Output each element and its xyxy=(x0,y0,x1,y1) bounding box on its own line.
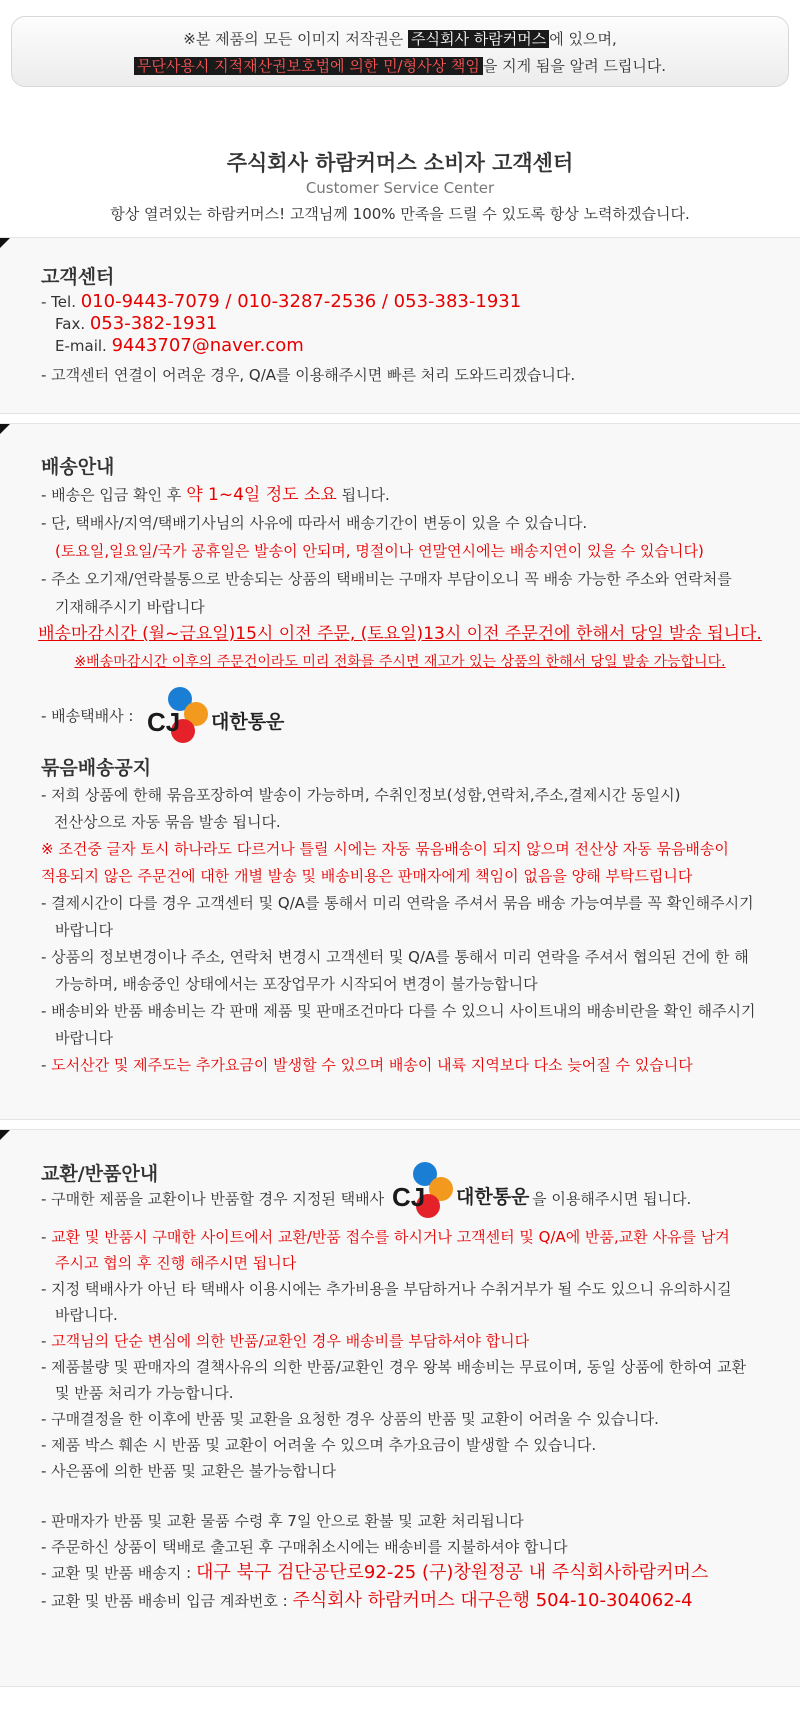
shipping-line: - 배송은 입금 확인 후 약 1~4일 정도 소요 됩니다. xyxy=(41,485,390,505)
returns-line: - 주문하신 상품이 택배로 출고된 후 구매취소시에는 배송비를 지불하셔야 합니다 xyxy=(41,1538,568,1556)
deadline-block xyxy=(0,619,800,675)
tel-numbers[interactable]: 010-9443-7079 / 010-3287-2536 / 053-383-1931 xyxy=(80,291,522,312)
shipping-line: 기재해주시기 바랍니다 xyxy=(55,598,205,616)
bundle-line: - 저희 상품에 한해 묶음포장하여 발송이 가능하며, 수취인정보(성함,연락처,주소,결제시간 동일시) xyxy=(41,786,681,804)
contact-tel: - Tel. 010-9443-7079 / 010-3287-2536 / 053-383-1931 xyxy=(41,291,522,312)
returns-line: - 제품불량 및 판매자의 결책사유의 의한 반품/교환인 경우 왕복 배송비는 무료이며, 동일 상품에 한하여 교환 xyxy=(41,1358,747,1376)
shipping-line: (토요일,일요일/국가 공휴일은 발송이 안되며, 명절이나 연말연시에는 배송지연이 있을 수 있습니다) xyxy=(55,542,704,560)
shipping-line: - 단, 택배사/지역/택배기사님의 사유에 따라서 배송기간이 변동이 있을 수 있습니다. xyxy=(41,514,588,532)
returns-line: 주시고 협의 후 진행 해주시면 됩니다 xyxy=(55,1254,297,1272)
returns-heading: 교환/반품안내 xyxy=(41,1163,159,1185)
returns-line: 바랍니다. xyxy=(55,1306,118,1324)
courier-row xyxy=(41,686,792,746)
shipping-line: - 주소 오기재/연락불통으로 반송되는 상품의 택배비는 구매자 부담이오니 꼭 배송 가능한 주소와 연락처를 xyxy=(41,570,732,588)
courier-name: 대한통운 xyxy=(210,711,284,733)
corner-marker xyxy=(0,1130,10,1140)
courier-label: - 배송택배사 : xyxy=(41,707,134,725)
bundle-line: - 배송비와 반품 배송비는 각 판매 제품 및 판매조건마다 다를 수 있으니 사이트내의 배송비란을 확인 해주시기 xyxy=(41,1002,756,1020)
returns-section xyxy=(0,1129,800,1687)
bundle-line: - 상품의 정보변경이나 주소, 연락처 변경시 고객센터 및 Q/A를 통해서 미리 연락을 주셔서 협의된 건에 한 해 xyxy=(41,948,749,966)
page-title: 주식회사 하람커머스 소비자 고객센터 xyxy=(226,151,574,175)
returns-line: - 고객님의 단순 변심에 의한 반품/교환인 경우 배송비를 부담하셔야 합니다 xyxy=(41,1332,530,1350)
shipping-deadline: 배송마감시간 (월~금요일)15시 이전 주문, (토요일)13시 이전 주문건에 한해서 당일 발송 됩니다. xyxy=(38,624,762,644)
bundle-line: - 결제시간이 다를 경우 고객센터 및 Q/A를 통해서 미리 연락을 주셔서 묶음 배송 가능여부를 꼭 확인해주시기 xyxy=(41,894,754,912)
returns-line: - 구매결정을 한 이후에 반품 및 교환을 요청한 경우 상품의 반품 및 교환이 어려울 수 있습니다. xyxy=(41,1410,659,1428)
returns-line: - 지정 택배사가 아닌 타 택배사 이용시에는 추가비용을 부담하거나 수취거부가 될 수도 있으니 유의하시길 xyxy=(41,1280,732,1298)
contact-note: - 고객센터 연결이 어려운 경우, Q/A를 이용해주시면 빠른 처리 도와드리겠습니다. xyxy=(41,366,576,384)
notice-line-1 xyxy=(12,26,788,53)
page-description: 항상 열려있는 하람커머스! 고객님께 100% 만족을 드릴 수 있도록 항상 노력하겠습니다. xyxy=(110,205,690,223)
customer-center-header xyxy=(0,148,800,228)
cj-logo-icon xyxy=(384,1161,532,1221)
returns-line: - 사은품에 의한 반품 및 교환은 불가능합니다 xyxy=(41,1462,336,1480)
returns-line: - 판매자가 반품 및 교환 물품 수령 후 7일 안으로 환불 및 교환 처리됩니다 xyxy=(41,1512,524,1530)
bundle-line: 적용되지 않은 주문건에 대한 개별 발송 및 배송비용은 판매자에게 책임이 없음을 양해 부탁드립니다 xyxy=(41,867,693,885)
bundle-line: - 도서산간 및 제주도는 추가요금이 발생할 수 있으며 배송이 내륙 지역보다 다소 늦어질 수 있습니다 xyxy=(41,1056,693,1074)
contact-email: E-mail. 9443707@naver.com xyxy=(55,335,304,356)
courier-logo-slot xyxy=(384,1182,532,1212)
contact-heading: 고객센터 xyxy=(41,266,115,288)
returns-line: - 구매한 제품을 교환이나 반품할 경우 지정된 택배사 CJ 대한통운 을 이용해주시면 됩니다. xyxy=(41,1188,792,1210)
notice-text: 에 있으며, xyxy=(549,30,617,48)
fax-number: 053-382-1931 xyxy=(89,313,218,334)
page-subtitle: Customer Service Center xyxy=(305,179,495,197)
cj-logo-text: CJ xyxy=(146,707,180,737)
copyright-notice xyxy=(11,16,789,87)
bundle-line: ※ 조건중 글자 토시 하나라도 다르거나 틀릴 시에는 자동 묶음배송이 되지 않으며 전산상 자동 묶음배송이 xyxy=(41,840,729,858)
contact-section xyxy=(0,237,800,414)
notice-text: ※본 제품의 모든 이미지 저작권은 xyxy=(183,30,409,48)
bundle-line: 바랍니다 xyxy=(55,1029,113,1047)
contact-fax: Fax. 053-382-1931 xyxy=(55,313,218,334)
notice-text: 을 지게 됨을 알려 드립니다. xyxy=(482,57,667,75)
cj-logo-icon xyxy=(139,686,287,746)
corner-marker xyxy=(0,238,10,248)
courier-name: 대한통운 xyxy=(456,1186,530,1208)
cj-logo-text: CJ xyxy=(392,1182,426,1212)
shipping-heading: 배송안내 xyxy=(41,456,115,478)
notice-company: 주식회사 하람커머스 xyxy=(408,30,549,48)
notice-line-2 xyxy=(12,53,788,80)
returns-line: 및 반품 처리가 가능합니다. xyxy=(55,1384,234,1402)
bundle-line: 전산상으로 자동 묶음 발송 됩니다. xyxy=(54,813,281,831)
return-address: - 교환 및 반품 배송지 : 대구 북구 검단공단로92-25 (구)창원정공 내 주식회사하람커머스 xyxy=(41,1562,709,1583)
email-link[interactable]: 9443707@naver.com xyxy=(111,335,304,356)
shipping-section xyxy=(0,423,800,1120)
returns-line: - 교환 및 반품시 구매한 사이트에서 교환/반품 접수를 하시거나 고객센터 및 Q/A에 반품,교환 사유를 남겨 xyxy=(41,1228,730,1246)
bundle-line: 가능하며, 배송중인 상태에서는 포장업무가 시작되어 변경이 불가능합니다 xyxy=(55,975,538,993)
notice-warning: 무단사용시 지적재산권보호법에 의한 민/형사상 책임 xyxy=(134,57,483,75)
returns-line: - 제품 박스 훼손 시 반품 및 교환이 어려울 수 있으며 추가요금이 발생할 수 있습니다. xyxy=(41,1436,597,1454)
bundle-line: 바랍니다 xyxy=(55,921,113,939)
bundle-heading: 묶음배송공지 xyxy=(41,757,152,779)
return-account: - 교환 및 반품 배송비 입금 계좌번호 : 주식회사 하람커머스 대구은행 504-10-304062-4 xyxy=(41,1590,693,1611)
shipping-deadline-note: ※배송마감시간 이후의 주문건이라도 미리 전화를 주시면 재고가 있는 상품의 한해서 당일 발송 가능합니다. xyxy=(74,654,726,670)
corner-marker xyxy=(0,424,10,434)
